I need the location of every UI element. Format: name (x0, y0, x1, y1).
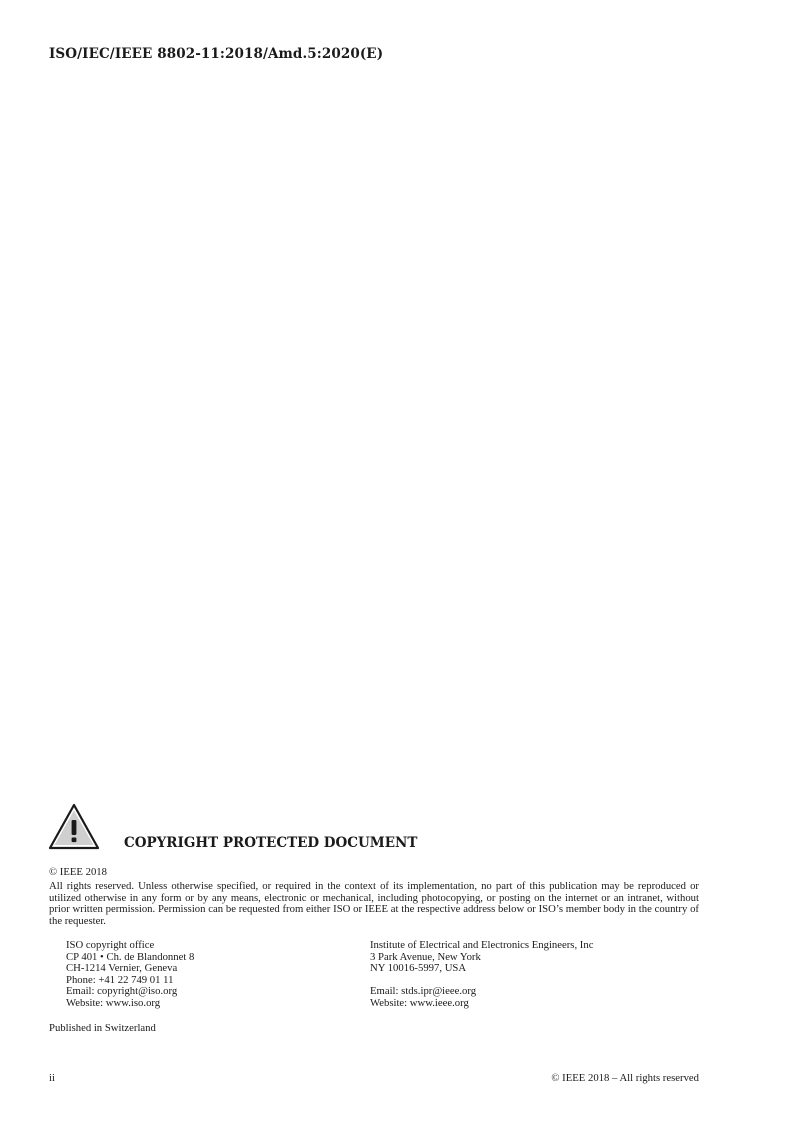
ieee-website-link[interactable]: Website: www.ieee.org (370, 996, 469, 1009)
iso-phone: Phone: +41 22 749 01 11 (66, 973, 174, 986)
document-identifier: ISO/IEC/IEEE 8802-11:2018/Amd.5:2020(E) (49, 46, 384, 62)
ieee-address-line: NY 10016-5997, USA (370, 962, 467, 974)
ieee-address-block (370, 940, 593, 1009)
copyright-heading: COPYRIGHT PROTECTED DOCUMENT (124, 835, 418, 851)
iso-office-name: ISO copyright office (66, 939, 155, 951)
published-location: Published in Switzerland (49, 1022, 156, 1034)
iso-website-link[interactable]: Website: www.iso.org (66, 996, 161, 1009)
page-number: ii (49, 1072, 55, 1084)
ieee-address-line: 3 Park Avenue, New York (370, 950, 481, 963)
ieee-office-name: Institute of Electrical and Electronics Engineers, Inc (370, 939, 594, 951)
ieee-email-link[interactable]: Email: stds.ipr@ieee.org (370, 985, 477, 997)
iso-address-block (66, 940, 194, 1009)
iso-address-line: CH-1214 Vernier, Geneva (66, 962, 178, 974)
iso-address-line: CP 401 • Ch. de Blandonnet 8 (66, 950, 195, 963)
warning-triangle-icon (48, 803, 100, 850)
rights-paragraph: All rights reserved. Unless otherwise specified, or required in the context of its implementation, no part of this publication may be reproduced or utilized otherwise in any form or by any means, electronic or mechanical, including photocopying, or posting on the internet or an intranet, without prior written permission. Permission can be requested from either ISO or IEEE at the respective address below or ISO’s member body in the country of the requester. (49, 880, 699, 927)
iso-email-link[interactable]: Email: copyright@iso.org (66, 985, 178, 997)
copyright-year: © IEEE 2018 (49, 866, 107, 878)
footer-copyright: © IEEE 2018 – All rights reserved (551, 1072, 699, 1084)
